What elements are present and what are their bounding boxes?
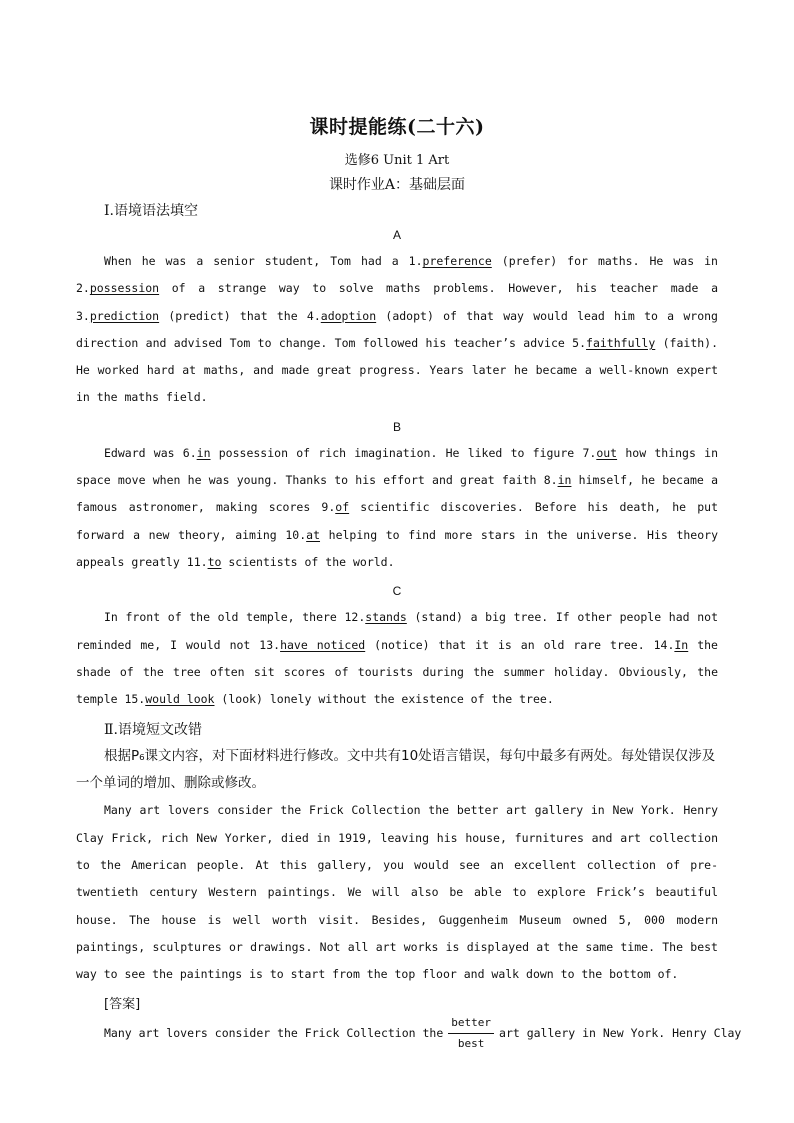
passage-text: (prefer) for maths. He was in 2. [76,254,718,296]
part-b-letter: B [392,419,401,434]
part-a-paragraph [76,248,718,412]
error-correction-passage: Many art lovers consider the Frick Collection the better art gallery in New York. Henry Clay Frick, rich New Yorker, died in 1919, leaving his house, furnitures and art collection to the American people. At this gallery, you would see an excellent collection of pre-twentieth century Western paintings. We will also be able to explore Frick’s beautiful house. The house is well worth visit. Besides, Guggenheim Museum owned 5, 000 modern paintings, sculptures or drawings. Not all art works is displayed at the same time. The best way to see the paintings is to start from the top floor and walk down to the bottom of. [76,803,718,982]
page-title: 课时提能练(二十六) [309,116,485,138]
answer-blank: faithfully [586,335,656,350]
section1-heading: Ⅰ.语境语法填空 [104,203,198,219]
worksheet-page [76,112,742,1051]
passage-text: (predict) that the 4. [159,308,321,323]
answer-blank: at [306,527,321,542]
answer-line [104,1015,742,1051]
section2-heading: Ⅱ.语境短文改错 [104,722,202,739]
passage-text: helping to find more stars in the universe. His theory appeals greatly 11. [76,527,718,569]
passage-text: (adopt) of that way would lead him to a wrong direction and advised Tom to change. Tom followed his teacher’s advice 5. [76,308,718,350]
passage-text: (look) lonely without the existence of the tree. [214,692,554,707]
passage-text: In front of the old temple, there 12. [104,610,366,625]
passage-text: When he was a senior student, Tom had a 1. [104,254,423,268]
answer-blank: in [196,445,211,460]
correction-right-word: best [457,1036,485,1050]
answer-blank: possession [89,281,160,296]
answer-blank: adoption [320,308,377,323]
section2-instruction: 根据P₆课文内容，对下面材料进行修改。文中共有10处语言错误，每句中最多有两处。每处错误仅涉及一个单词的增加、删除或修改。 [76,748,716,792]
part-c-paragraph [76,604,718,713]
correction-fraction [448,1016,494,1051]
correction-wrong-word: better [448,1016,494,1034]
answer-blank: of [335,500,350,515]
answer-label: [答案] [104,996,141,1012]
unit-subtitle: 选修6 Unit 1 Art [344,153,450,168]
passage-text: of a strange way to solve maths problems. However, his teacher made a 3. [76,281,718,323]
passage-text: scientific discoveries. Before his death, he put forward a new theory, aiming 10. [76,500,719,542]
part-c-letter: C [392,584,402,599]
answer-blank: in [557,473,572,488]
passage-text: (faith). He worked hard at maths, and made great progress. Years later he became a well-known expert in the maths field. [76,335,719,405]
passage-text: the shade of the tree often sit scores of tourists during the summer holiday. Obviously, the temple 15. [76,637,718,707]
answer-line-before: Many art lovers consider the Frick Collection the [104,1026,444,1041]
answer-blank: preference [422,254,492,268]
answer-line-after: art gallery in New York. Henry Clay [499,1026,742,1041]
answer-blank: to [207,554,222,569]
passage-text: Edward was 6. [104,445,197,460]
passage-text: possession of rich imagination. He liked to figure 7. [210,445,597,460]
answer-blank: prediction [89,308,160,323]
answer-blank: out [596,445,618,460]
answer-blank: stands [365,610,407,625]
part-b-paragraph [76,440,718,576]
answer-blank: In [674,637,689,652]
answer-blank: have noticed [280,637,366,652]
passage-text: scientists of the world. [221,554,395,569]
passage-text: himself, he became a famous astronomer, making scores 9. [76,473,718,515]
part-a-letter: A [392,228,401,242]
passage-text: (notice) that it is an old rare tree. 14. [365,637,675,652]
passage-text: (stand) a big tree. If other people had not reminded me, I would not 13. [76,610,718,652]
answer-blank: would look [145,692,215,707]
passage-text: how things in space move when he was young. Thanks to his effort and great faith 8. [76,445,718,488]
homework-subtitle: 课时作业A：基础层面 [328,177,466,193]
